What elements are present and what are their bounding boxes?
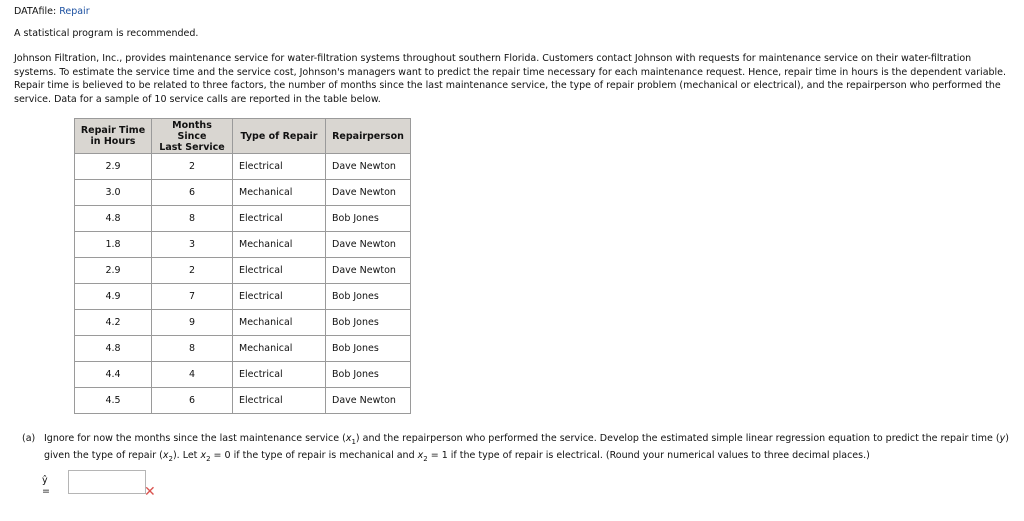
table-row: [75, 180, 411, 206]
table-row: [75, 232, 411, 258]
cell-repair-time: 4.4: [75, 362, 152, 388]
cell-person: Dave Newton: [326, 258, 411, 284]
table-row: [75, 258, 411, 284]
question-label: (a): [22, 433, 36, 444]
cell-person: Bob Jones: [326, 310, 411, 336]
cell-repair-time: 2.9: [75, 154, 152, 180]
cell-type: Electrical: [233, 284, 326, 310]
header-months-since: Months Since Last Service: [152, 119, 233, 154]
cell-person: Bob Jones: [326, 362, 411, 388]
table-row: [75, 206, 411, 232]
cell-months: 2: [152, 154, 233, 180]
cell-type: Electrical: [233, 258, 326, 284]
cell-type: Electrical: [233, 206, 326, 232]
table-row: [75, 310, 411, 336]
cell-type: Mechanical: [233, 232, 326, 258]
problem-intro: Johnson Filtration, Inc., provides maintenance service for water-filtration systems throughout southern Florida. Customers contact Johnson with requests for maintenance service on their water-filtration systems. To estimate the service time and the service cost, Johnson's managers want to predict the repair time necessary for each maintenance request. Hence, repair time in hours is the dependent variable. Repair time is believed to be related to three factors, the number of months since the last maintenance service, the type of repair problem (mechanical or electrical), and the repairperson who performed the service. Data for a sample of 10 service calls are reported in the table below.: [14, 53, 1007, 105]
header-type-of-repair: Type of Repair: [233, 119, 326, 154]
question-a: [22, 432, 1012, 466]
table-row: [75, 362, 411, 388]
cell-months: 4: [152, 362, 233, 388]
table-header-row: [75, 119, 411, 154]
table-row: [75, 284, 411, 310]
cell-months: 8: [152, 206, 233, 232]
header-repair-time: Repair Time in Hours: [75, 119, 152, 154]
datafile-line: [14, 6, 90, 17]
cell-person: Dave Newton: [326, 232, 411, 258]
table-row: [75, 388, 411, 414]
cell-type: Mechanical: [233, 310, 326, 336]
datafile-label: DATAfile:: [14, 6, 57, 17]
cell-person: Dave Newton: [326, 154, 411, 180]
cell-type: Electrical: [233, 388, 326, 414]
table-row: [75, 154, 411, 180]
cell-person: Dave Newton: [326, 180, 411, 206]
data-table: [74, 118, 411, 414]
cell-repair-time: 3.0: [75, 180, 152, 206]
cell-repair-time: 4.9: [75, 284, 152, 310]
cell-person: Bob Jones: [326, 336, 411, 362]
cell-months: 2: [152, 258, 233, 284]
table-row: [75, 336, 411, 362]
cell-person: Dave Newton: [326, 388, 411, 414]
cell-repair-time: 4.2: [75, 310, 152, 336]
header-repairperson: Repairperson: [326, 119, 411, 154]
cell-person: Bob Jones: [326, 206, 411, 232]
cell-type: Electrical: [233, 362, 326, 388]
question-text: Ignore for now the months since the last maintenance service $(x_1)$ and the repairperson who performed the service. Develop the estimated simple linear regression equation to predict the repair time (y) given the type of repair $(x_2)$. Let $x_2 = 0$ if the type of repair is mechanical and $x_2 = 1$ if the type of repair is electrical. (Round your numerical values to three decimal places.): [44, 433, 1009, 463]
yhat-label: ŷ =: [42, 475, 50, 497]
cell-type: Electrical: [233, 154, 326, 180]
cell-repair-time: 1.8: [75, 232, 152, 258]
datafile-link[interactable]: Repair: [59, 6, 90, 17]
cell-months: 6: [152, 180, 233, 206]
cell-months: 6: [152, 388, 233, 414]
incorrect-icon: ✕: [144, 484, 156, 500]
cell-person: Bob Jones: [326, 284, 411, 310]
cell-repair-time: 4.5: [75, 388, 152, 414]
cell-months: 9: [152, 310, 233, 336]
cell-months: 3: [152, 232, 233, 258]
cell-type: Mechanical: [233, 336, 326, 362]
cell-repair-time: 2.9: [75, 258, 152, 284]
cell-months: 7: [152, 284, 233, 310]
cell-repair-time: 4.8: [75, 336, 152, 362]
cell-type: Mechanical: [233, 180, 326, 206]
recommendation-text: A statistical program is recommended.: [14, 28, 199, 39]
cell-months: 8: [152, 336, 233, 362]
cell-repair-time: 4.8: [75, 206, 152, 232]
regression-equation-input[interactable]: [68, 470, 146, 494]
